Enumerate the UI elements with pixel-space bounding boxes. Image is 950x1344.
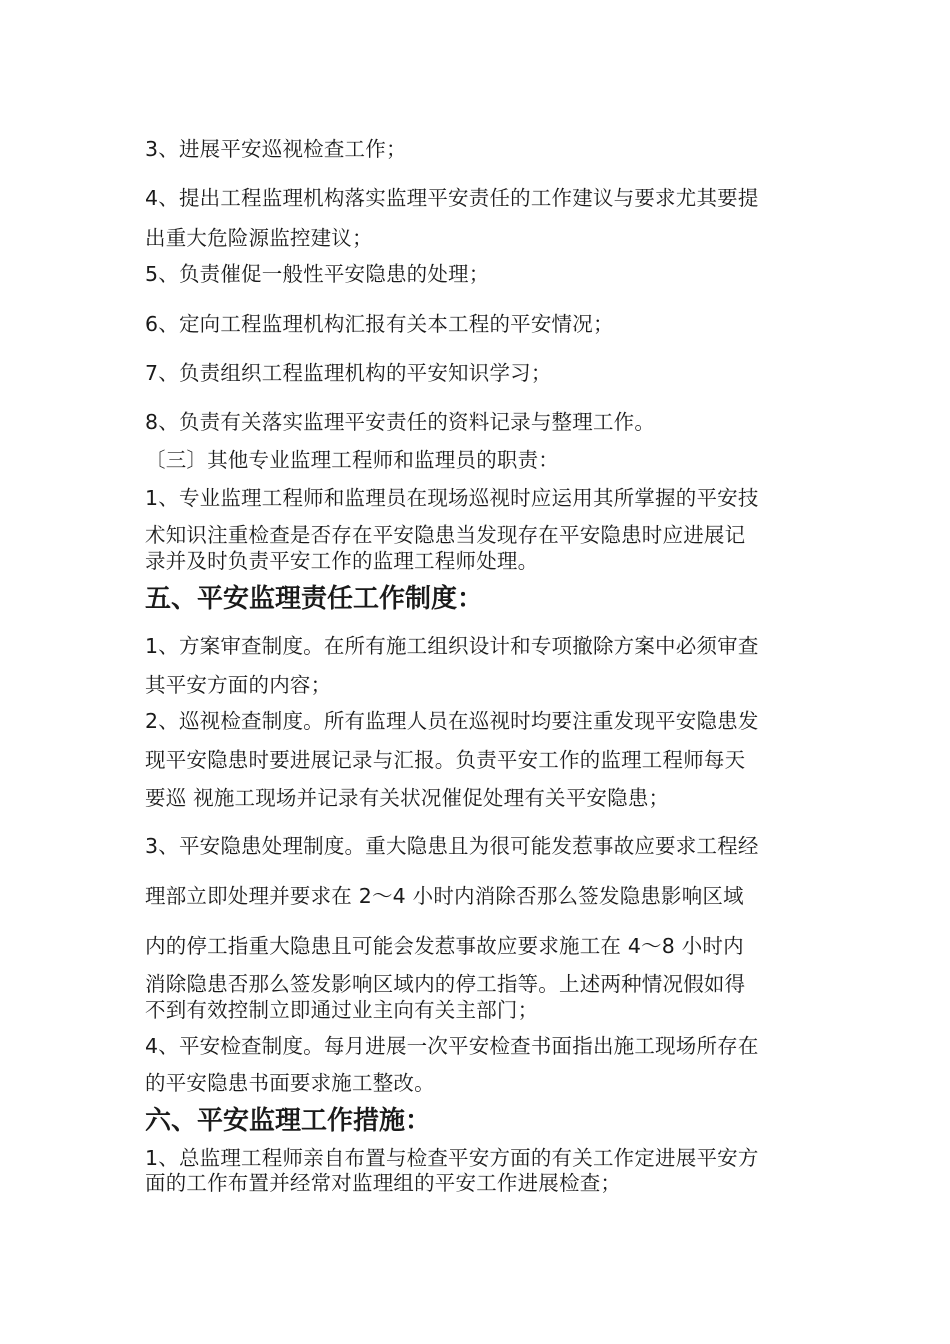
text-line: 7、负责组织工程监理机构的平安知识学习；: [145, 361, 552, 385]
section-heading: 五、平安监理责任工作制度：: [145, 584, 484, 614]
section-heading: 六、平安监理工作措施：: [145, 1106, 432, 1136]
text-line: 理部立即处理并要求在 2～4 小时内消除否那么签发隐患影响区域: [145, 884, 744, 908]
text-line: 3、进展平安巡视检查工作；: [145, 137, 407, 161]
text-line: 4、平安检查制度。每月进展一次平安检查书面指出施工现场所存在: [145, 1034, 759, 1058]
text-line: 1、总监理工程师亲自布置与检查平安方面的有关工作定进展平安方: [145, 1146, 759, 1170]
text-line: 术知识注重检查是否存在平安隐患当发现存在平安隐患时应进展记: [145, 523, 746, 547]
text-line: 4、提出工程监理机构落实监理平安责任的工作建议与要求尤其要提: [145, 186, 759, 210]
text-line: 8、负责有关落实监理平安责任的资料记录与整理工作。: [145, 410, 656, 434]
text-line: 出重大危险源监控建议；: [145, 226, 373, 250]
text-line: 2、巡视检查制度。所有监理人员在巡视时均要注重发现平安隐患发: [145, 709, 759, 733]
text-line: 1、方案审查制度。在所有施工组织设计和专项撤除方案中必须审查: [145, 634, 759, 658]
text-line: 其平安方面的内容；: [145, 673, 332, 697]
text-line: 3、平安隐患处理制度。重大隐患且为很可能发惹事故应要求工程经: [145, 834, 759, 858]
text-line: 〔三〕其他专业监理工程师和监理员的职责：: [145, 448, 559, 472]
text-line: 1、专业监理工程师和监理员在现场巡视时应运用其所掌握的平安技: [145, 486, 759, 510]
text-line: 面的工作布置并经常对监理组的平安工作进展检查；: [145, 1171, 622, 1195]
text-line: 现平安隐患时要进展记录与汇报。负责平安工作的监理工程师每天: [145, 748, 746, 772]
text-line: 内的停工指重大隐患且可能会发惹事故应要求施工在 4～8 小时内: [145, 934, 744, 958]
text-line: 的平安隐患书面要求施工整改。: [145, 1071, 435, 1095]
text-line: 5、负责催促一般性平安隐患的处理；: [145, 262, 490, 286]
text-line: 要巡 视施工现场并记录有关状况催促处理有关平安隐患；: [145, 786, 670, 810]
text-line: 不到有效控制立即通过业主向有关主部门；: [145, 998, 539, 1022]
text-line: 消除隐患否那么签发影响区域内的停工指等。上述两种情况假如得: [145, 972, 746, 996]
text-line: 6、定向工程监理机构汇报有关本工程的平安情况；: [145, 312, 614, 336]
text-line: 录并及时负责平安工作的监理工程师处理。: [145, 549, 539, 573]
